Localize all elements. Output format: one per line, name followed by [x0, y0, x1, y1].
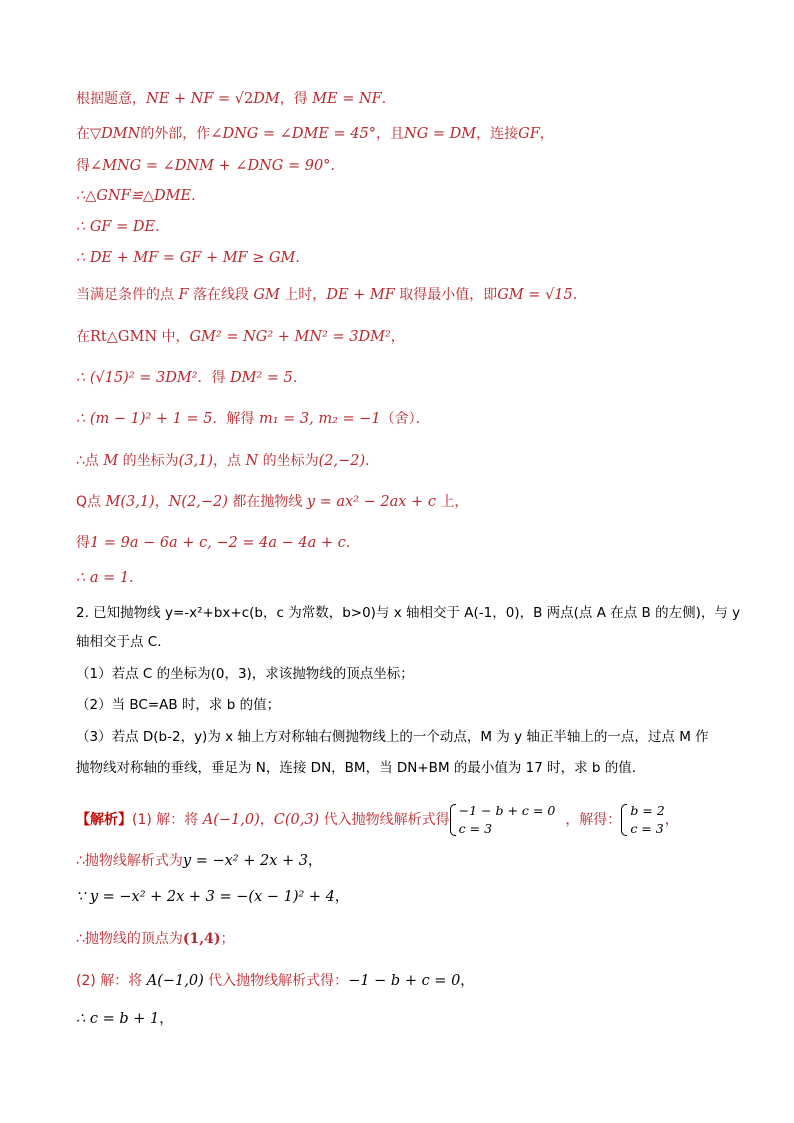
- formula: NG = DM: [404, 126, 477, 142]
- solution-line-5: [76, 971, 474, 991]
- formula: m₁ = 3, m₂ = −1: [258, 411, 381, 427]
- formula: ∴ a = 1: [76, 570, 130, 586]
- formula: ∴ (m − 1)² + 1 = 5: [76, 411, 213, 427]
- text: 得: [76, 158, 90, 174]
- text: ，: [259, 812, 274, 828]
- question-2-part-1: （1）若点 C 的坐标为(0，3)，求该抛物线的顶点坐标；: [76, 666, 414, 682]
- text: ．: [345, 535, 360, 551]
- formula: C(0,3): [273, 812, 320, 828]
- text: ．: [330, 158, 345, 174]
- formula: ∠MNG = ∠DNM + ∠DNG = 90°: [90, 158, 331, 174]
- text: ，连接: [476, 126, 519, 142]
- equation-row: −1 − b + c = 0: [458, 803, 556, 818]
- text: ，点: [213, 453, 246, 469]
- text: 根据题意，: [76, 91, 146, 107]
- formula: GM = √15: [497, 287, 573, 303]
- text: ．: [129, 570, 144, 586]
- text: ．: [572, 287, 587, 303]
- formula: ∴ GF = DE: [76, 219, 156, 235]
- formula: N(2,−2): [168, 494, 228, 510]
- formula: √2: [234, 91, 254, 107]
- equation-row: c = 3: [458, 821, 493, 836]
- line-5: [76, 217, 169, 237]
- text: ，: [664, 812, 679, 828]
- formula: M(3,1): [105, 494, 155, 510]
- equation-row: c = 3: [630, 821, 664, 836]
- text: ．: [292, 370, 307, 386]
- text: ；: [220, 931, 235, 947]
- formula: F: [178, 287, 189, 303]
- text: 的外部，作: [140, 126, 211, 142]
- solution-line-1: [76, 800, 679, 840]
- line-2: [76, 124, 554, 144]
- analysis-tag: 【解析】: [76, 812, 132, 828]
- text: ，: [334, 889, 349, 905]
- question-2-part-2: （2）当 BC=AB 时，求 b 的值；: [76, 697, 281, 713]
- solution-line-3: [76, 887, 349, 907]
- formula: ∵ y = −x² + 2x + 3 = −(x − 1)² + 4: [76, 889, 335, 905]
- formula: 1 = 9a − 6a + c, −2 = 4a − 4a + c: [90, 535, 346, 551]
- text: ．: [155, 219, 170, 235]
- formula: DM² = 5: [229, 370, 293, 386]
- text: 中，: [157, 329, 190, 345]
- formula: DE + MF: [326, 287, 395, 303]
- text: ，: [460, 973, 475, 989]
- text: ，: [154, 494, 169, 510]
- text: 都在抛物线: [227, 494, 307, 510]
- text: 取得最小值，即: [394, 287, 498, 303]
- line-14: [76, 568, 143, 588]
- text: 在: [76, 126, 90, 142]
- text: ．: [191, 188, 206, 204]
- line-7: [76, 285, 587, 305]
- text: 当满足条件的点: [76, 287, 179, 303]
- text: ．: [295, 250, 310, 266]
- formula: (3,1): [178, 453, 214, 469]
- formula: Rt△GMN: [90, 329, 158, 345]
- text: 的坐标为: [118, 453, 179, 469]
- formula: GF: [518, 126, 540, 142]
- text: ∴抛物线解析式为: [76, 853, 183, 869]
- text: ，: [390, 329, 405, 345]
- text: 得: [76, 535, 90, 551]
- question-2-part-3-line-2: 抛物线对称轴的垂线，垂足为 N，连接 DN，BM，当 DN+BM 的最小值为 17 时，求 b 的值．: [76, 760, 646, 776]
- vertex-value: (1,4): [182, 931, 221, 947]
- text: 代入抛物线解析式得: [319, 812, 450, 828]
- formula: ∴ c = b + 1: [76, 1011, 160, 1027]
- text: ，得: [279, 91, 313, 107]
- formula: GM² = NG² + MN² = 3DM²: [189, 329, 391, 345]
- text: (1) 解：将: [132, 812, 203, 828]
- equation-row: b = 2: [630, 803, 665, 818]
- text: ，: [159, 1011, 174, 1027]
- line-12: [76, 492, 468, 512]
- line-10: [76, 409, 430, 429]
- formula: M: [103, 453, 119, 469]
- formula: NE + NF =: [146, 91, 235, 107]
- text: 代入抛物线解析式得：: [203, 973, 349, 989]
- text: ，: [307, 853, 322, 869]
- text: Q点: [76, 494, 106, 510]
- text: 的坐标为: [258, 453, 319, 469]
- text: ．: [381, 91, 396, 107]
- formula: y = −x² + 2x + 3: [182, 853, 308, 869]
- text: (2) 解：将: [76, 973, 147, 989]
- text: （舍）．: [380, 411, 430, 427]
- line-9: [76, 368, 307, 388]
- formula: y = ax² − 2ax + c: [306, 494, 436, 510]
- line-1: [76, 89, 396, 109]
- text: ．: [365, 453, 380, 469]
- text: ，解得：: [565, 812, 622, 828]
- formula: −1 − b + c = 0: [348, 973, 461, 989]
- text: 上时，: [279, 287, 327, 303]
- text: 落在线段: [188, 287, 254, 303]
- formula: ▽DMN: [90, 126, 141, 142]
- text: 上，: [435, 494, 469, 510]
- formula: ∠DNG = ∠DME = 45°: [210, 126, 377, 142]
- formula: A(−1,0): [146, 973, 204, 989]
- line-11: [76, 451, 379, 471]
- formula: N: [245, 453, 259, 469]
- text: ，且: [376, 126, 405, 142]
- line-4: [76, 186, 205, 206]
- formula: (2,−2): [318, 453, 366, 469]
- line-8: [76, 327, 405, 347]
- text: ∴点: [76, 453, 104, 469]
- line-13: [76, 533, 360, 553]
- formula: GM: [253, 287, 280, 303]
- formula: ∴△GNF≌△DME: [76, 188, 192, 204]
- line-6: [76, 248, 309, 268]
- text: ∴抛物线的顶点为: [76, 931, 183, 947]
- text: ．得: [197, 370, 230, 386]
- formula: ∴ DE + MF = GF + MF ≥ GM: [76, 250, 296, 266]
- text: ．解得: [212, 411, 259, 427]
- solution-line-4: [76, 929, 235, 949]
- question-2-line-1: 2. 已知抛物线 y=-x²+bx+c(b，c 为常数，b>0)与 x 轴相交于 A(-1，0)，B 两点(点 A 在点 B 的左侧)，与 y: [76, 605, 741, 621]
- text: 在: [76, 329, 90, 345]
- equation-system-1: [450, 802, 556, 838]
- line-3: [76, 156, 344, 176]
- solution-line-2: [76, 851, 322, 871]
- equation-system-2: [621, 802, 664, 838]
- question-2-line-2: 轴相交于点 C．: [76, 634, 171, 650]
- text: ，: [539, 126, 554, 142]
- solution-line-6: [76, 1009, 173, 1029]
- formula: A(−1,0): [202, 812, 260, 828]
- formula: DM: [253, 91, 280, 107]
- formula: ∴ (√15)² = 3DM²: [76, 370, 198, 386]
- formula: ME = NF: [312, 91, 382, 107]
- question-2-part-3-line-1: （3）若点 D(b-2，y)为 x 轴上方对称轴右侧抛物线上的一个动点，M 为 y 轴正半轴上的一点，过点 M 作: [76, 729, 709, 745]
